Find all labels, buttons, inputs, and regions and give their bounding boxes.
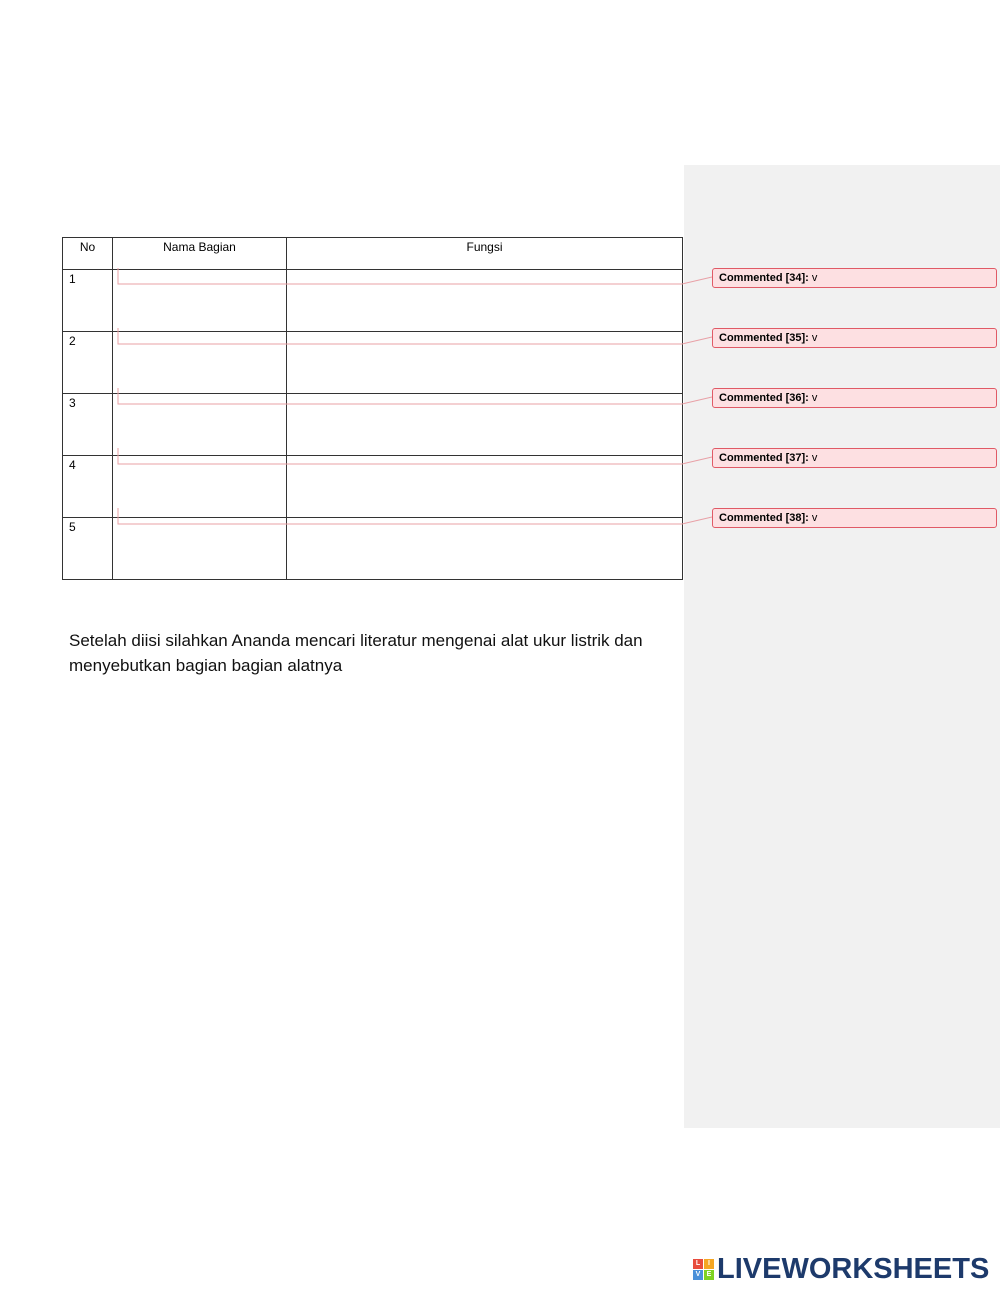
comment-text: v [811,332,818,344]
fungsi-input[interactable] [287,394,683,456]
comment-text: v [811,512,818,524]
table-row [63,456,683,518]
comment-bubble[interactable] [712,268,997,288]
header-no: No [63,238,113,270]
logo-tile: E [704,1270,714,1280]
logo-tile: I [704,1259,714,1269]
comment-text: v [811,392,818,404]
comment-margin-pane [684,165,1000,1128]
row-number: 5 [63,518,113,580]
comment-label: Commented [35]: [719,332,809,344]
logo-tile: L [693,1259,703,1269]
table-header-row [63,238,683,270]
table-row [63,394,683,456]
header-fungsi: Fungsi [287,238,683,270]
comment-text: v [811,452,818,464]
fungsi-input[interactable] [287,270,683,332]
comment-text: v [811,272,818,284]
instruction-paragraph: Setelah diisi silahkan Ananda mencari literatur mengenai alat ukur listrik dan menyebutkan bagian bagian alatnya [69,631,643,675]
row-number: 4 [63,456,113,518]
fungsi-input[interactable] [287,332,683,394]
nama-bagian-input[interactable] [113,332,287,394]
comment-bubble[interactable] [712,388,997,408]
nama-bagian-input[interactable] [113,518,287,580]
comment-label: Commented [37]: [719,452,809,464]
comment-bubble[interactable] [712,328,997,348]
header-nama-bagian: Nama Bagian [113,238,287,270]
table-row [63,518,683,580]
fungsi-input[interactable] [287,456,683,518]
row-number: 2 [63,332,113,394]
fungsi-input[interactable] [287,518,683,580]
logo-text: LIVEWORKSHEETS [717,1252,990,1285]
comment-bubble[interactable] [712,508,997,528]
logo-icon [693,1259,714,1280]
comment-label: Commented [38]: [719,512,809,524]
nama-bagian-input[interactable] [113,456,287,518]
nama-bagian-input[interactable] [113,270,287,332]
worksheet-table [62,237,683,580]
comment-bubble[interactable] [712,448,997,468]
comment-label: Commented [36]: [719,392,809,404]
table-row [63,270,683,332]
row-number: 3 [63,394,113,456]
table-row [63,332,683,394]
row-number: 1 [63,270,113,332]
nama-bagian-input[interactable] [113,394,287,456]
liveworksheets-logo [693,1254,989,1284]
logo-tile: V [693,1270,703,1280]
comment-label: Commented [34]: [719,272,809,284]
